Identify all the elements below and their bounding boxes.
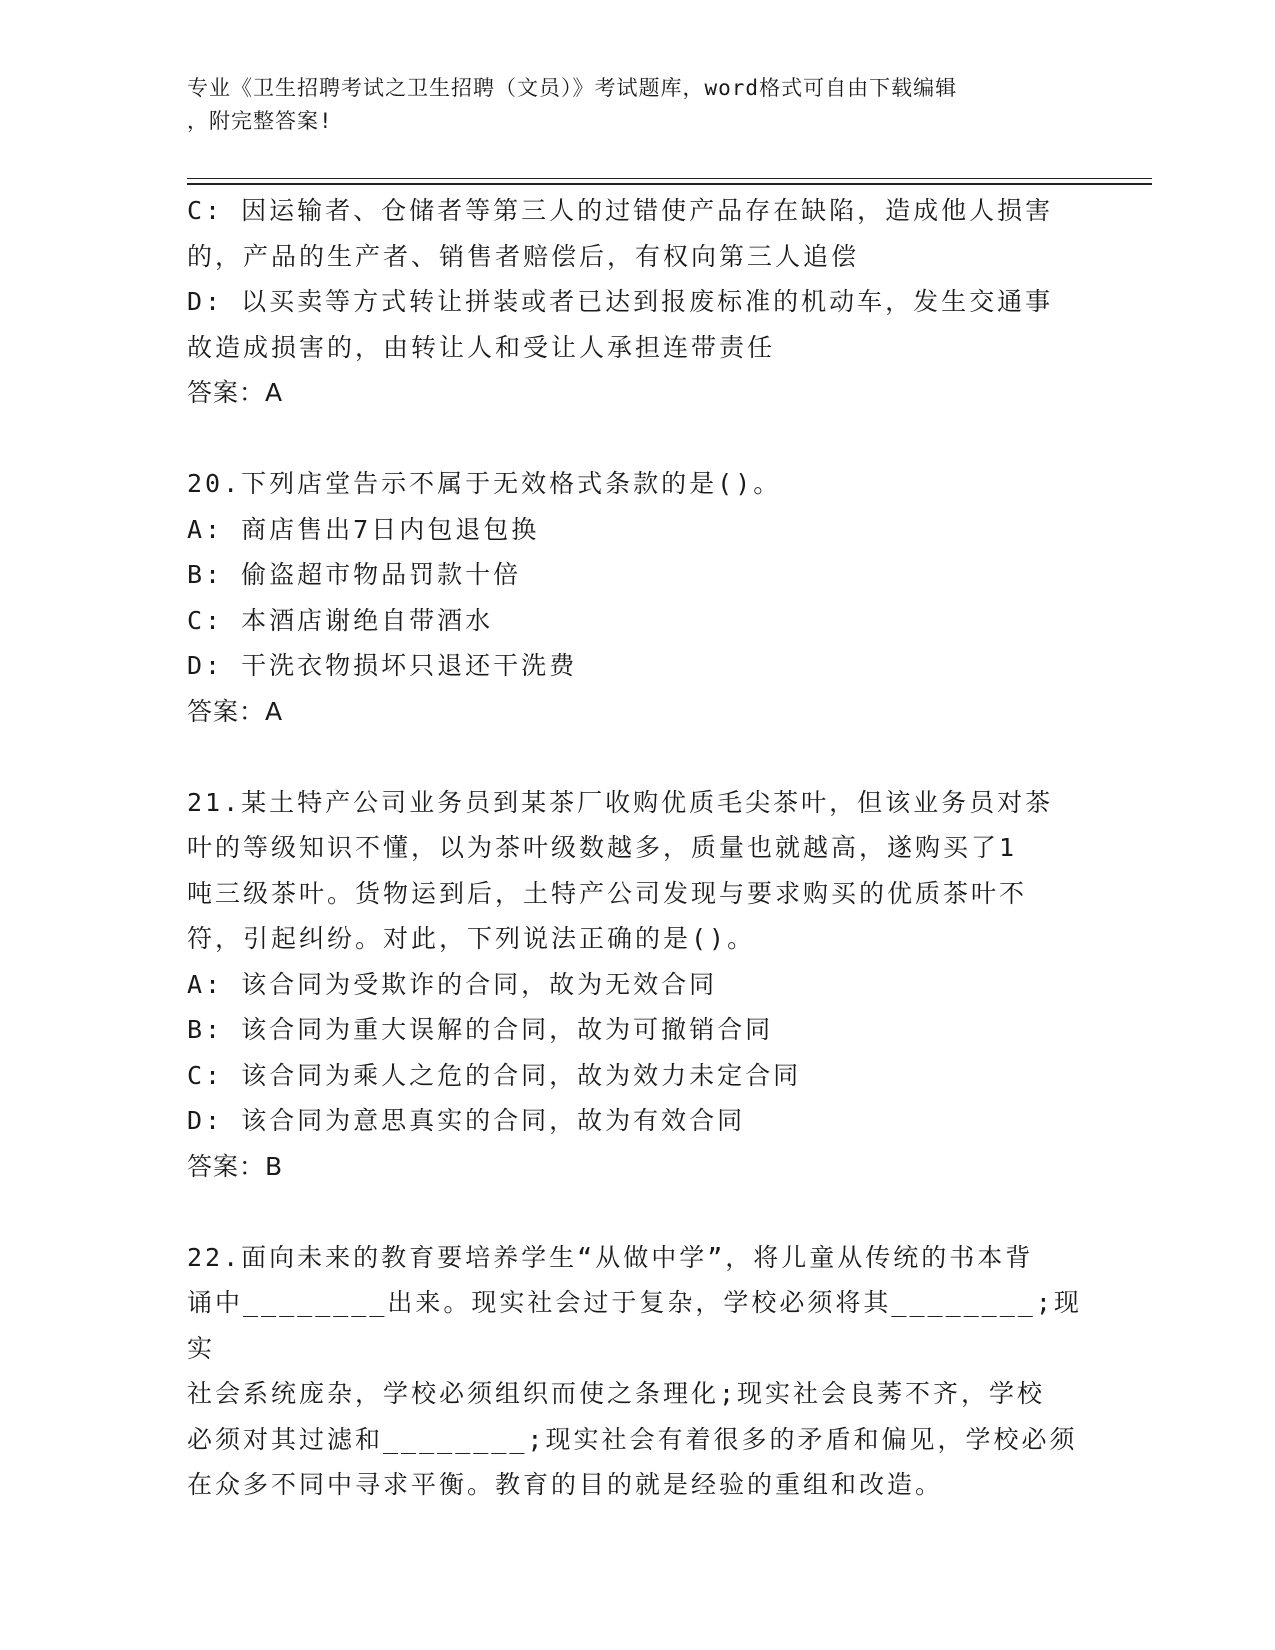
option-c-line-1: C: 因运输者、仓储者等第三人的过错使产品存在缺陷，造成他人损害 [187,196,1054,225]
spacer [187,734,1087,780]
option-d: D: 干洗衣物损坏只退还干洗费 [187,651,578,680]
option-c: C: 该合同为乘人之危的合同，故为效力未定合同 [187,1060,802,1090]
document-header [187,72,1087,138]
option-d-line-1: D: 以买卖等方式转让拼装或者已达到报废标准的机动车，发生交通事 [187,287,1054,316]
option-a: A: 商店售出7日内包退包换 [187,514,540,544]
spacer [187,416,1087,462]
header-line-1: 专业《卫生招聘考试之卫生招聘（文员）》考试题库，word格式可自由下载编辑 [187,76,958,100]
question-stem-line-3: 吨三级茶叶。货物运到后，土特产公司发现与要求购买的优质茶叶不 [187,878,1028,908]
question-stem-line-1: 22.面向未来的教育要培养学生“从做中学”，将儿童从传统的书本背 [187,1242,1034,1272]
question-stem: 20.下列店堂告示不属于无效格式条款的是()。 [187,469,782,498]
question-stem-line-4: 符，引起纠纷。对此，下列说法正确的是()。 [187,924,756,953]
question-stem-line-5: 在众多不同中寻求平衡。教育的目的就是经验的重组和改造。 [187,1470,944,1499]
option-c: C: 本酒店谢绝自带酒水 [187,605,494,635]
question-stem-line-1: 21.某土特产公司业务员到某茶厂收购优质毛尖茶叶，但该业务员对茶 [187,787,1054,817]
answer: 答案：B [187,1151,284,1181]
question-19-tail [187,188,1087,416]
option-b: B: 该合同为重大误解的合同，故为可撤销合同 [187,1015,774,1044]
question-content [187,188,1087,1508]
header-divider-thin [187,178,1152,179]
header-line-2: ，附完整答案! [187,109,333,133]
question-20 [187,461,1087,734]
question-stem-line-2: 诵中________出来。现实社会过于复杂，学校必须将其________;现实 [187,1288,1082,1363]
answer: 答案：A [187,696,284,726]
question-22 [187,1235,1087,1508]
option-c-line-2: 的，产品的生产者、销售者赔偿后，有权向第三人追偿 [187,241,860,271]
option-d-line-2: 故造成损害的，由转让人和受让人承担连带责任 [187,332,776,362]
question-stem-line-2: 叶的等级知识不懂，以为茶叶级数越多，质量也就越高，遂购买了1 [187,833,1018,862]
question-stem-line-3: 社会系统庞杂，学校必须组织而使之条理化;现实社会良莠不齐，学校 [187,1379,1046,1408]
question-21 [187,780,1087,1190]
option-b: B: 偷盗超市物品罚款十倍 [187,560,522,589]
option-d: D: 该合同为意思真实的合同，故为有效合同 [187,1106,746,1135]
answer: 答案：A [187,378,284,407]
header-divider-thick [187,183,1152,185]
question-stem-line-4: 必须对其过滤和________;现实社会有着很多的矛盾和偏见，学校必须 [187,1424,1078,1454]
option-a: A: 该合同为受欺诈的合同，故为无效合同 [187,969,718,999]
spacer [187,1189,1087,1235]
